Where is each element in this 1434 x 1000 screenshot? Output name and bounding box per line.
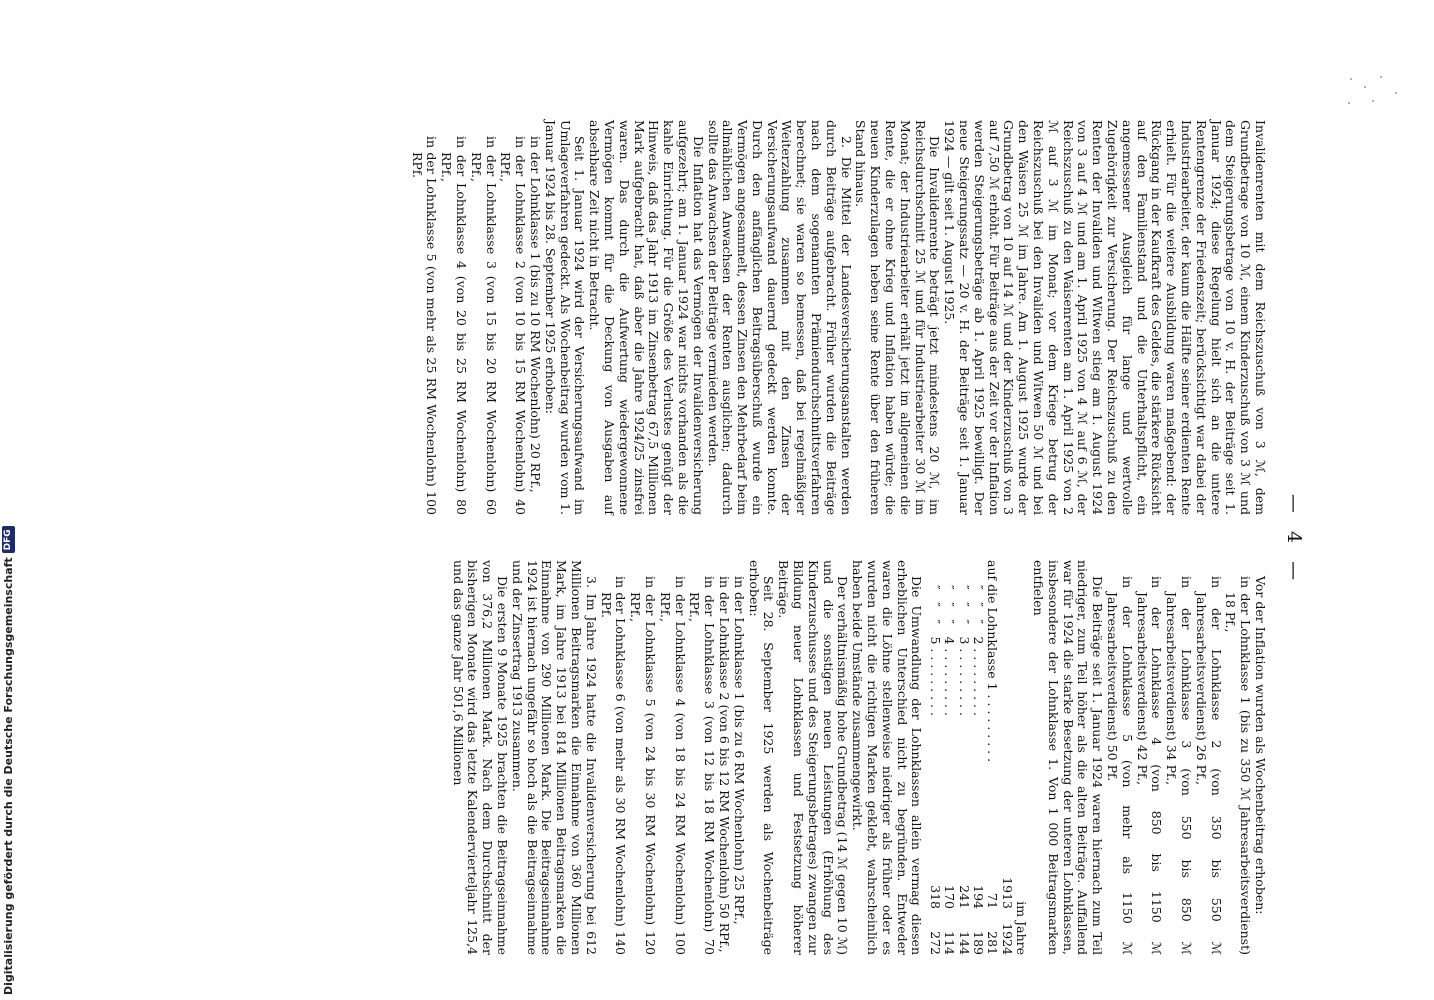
contribution-item: in der Lohnklasse 1 (bis zu 350 ℳ Jahresarbeitsverdienst) 18 Pf.,: [1223, 576, 1254, 955]
value-1924: 144: [956, 931, 972, 955]
contribution-item: in der Lohnklasse 2 (von 6 bis 12 RM Wochenlohn) 50 RPf.,: [717, 576, 733, 953]
contribution-item: in der Lohnklasse 3 (von 12 bis 18 RM Wochenlohn) 70 RPf.,: [687, 576, 718, 955]
page-number: — 4 —: [1283, 493, 1305, 587]
contribution-item: in der Lohnklasse 5 (von 24 bis 30 RM Wochenlohn) 120 RPf.,: [628, 576, 659, 955]
value-1924: 272: [927, 931, 943, 955]
row-label: ″ ″ ″ 5 . . . . . . . . .: [927, 560, 943, 716]
scan-noise: [1340, 72, 1410, 112]
contribution-item: in der Lohnklasse 4 (von 850 bis 1150 ℳ Jahresarbeitsverdienst) 42 Pf.,: [1134, 576, 1165, 955]
paragraph: Die Beiträge seit 1. Januar 1924 waren hiernach zum Teil niedriger, zum Teil höher als die alten Beiträge. Auffallend war für 1924 die starke Besetzung der unteren Lohnklassen, insbesondere der Lohnklasse 1. Von 1 000 Beitragsmarken entfielen: [1031, 560, 1106, 955]
row-label: ″ ″ ″ 2 . . . . . . . . .: [971, 560, 987, 716]
paragraph: Seit 28. September 1925 werden als Wochenbeiträge erhoben:: [746, 560, 777, 955]
left-column: [409, 120, 1267, 515]
table-header-row: [1014, 560, 1028, 955]
contribution-item: in der Lohnklasse 4 (von 20 bis 25 RM Wochenlohn) 80 RPf.,: [439, 136, 469, 515]
table-years-row: [999, 560, 1013, 955]
contribution-item: in der Lohnklasse 1 (bis zu 6 RM Wochenlohn) 25 RPf.,: [731, 576, 747, 925]
right-column: [450, 560, 1267, 955]
dfg-logo-icon: DFG: [2, 526, 15, 553]
year-1913: 1913: [999, 877, 1015, 909]
contribution-item: in der Lohnklasse 4 (von 18 bis 24 RM Wochenlohn) 100 RPf.,: [657, 576, 688, 955]
contribution-item: in der Lohnklasse 3 (von 15 bis 20 RM Wochenlohn) 60 RPf.,: [468, 136, 499, 515]
value-1913: 241: [956, 885, 972, 909]
value-1924: 114: [942, 931, 958, 955]
table-row: [985, 560, 999, 955]
year-1924: 1924: [999, 923, 1015, 955]
table-row: [971, 560, 985, 955]
rotated-document-page: [165, 120, 1305, 960]
table-row: [942, 560, 956, 955]
value-1924: 189: [971, 931, 987, 955]
value-1913: 318: [927, 885, 943, 909]
contribution-item: in der Lohnklasse 5 (von mehr als 1150 ℳ Jahresarbeitsverdienst) 50 Pf.: [1105, 576, 1135, 955]
paragraph: 2. Die Mittel der Landesversicherungsanstalten werden durch Beiträge aufgebracht. Früher wurden die Beiträge nach dem sogenannten Prämiendurchschnittsverfahren berechnet; sie waren so bemessen, daß bei regelmäßiger Weiterzahlung zusammen mit den Zinsen der Versicherungsaufwand dauernd gedeckt werden konnte. Durch den anfänglichen Beitragsüberschuß wurde ein Vermögen angesammelt, dessen Zinsen den Mehrbedarf beim allmählichen Anwachsen der Renten ausglichen; dadurch sollte das Anwachsen der Beiträge vermieden werden.: [705, 120, 854, 515]
contribution-item: in der Lohnklasse 2 (von 10 bis 15 RM Wochenlohn) 40 RPf.,: [498, 136, 529, 515]
paragraph: Die ersten 9 Monate 1925 brachten die Beitragseinnahme von 376,2 Millionen Mark. Nach dem Durchschnitt der bisherigen Monate wird das letzte Kalendervierteljahr 125,4 und das ganze Jahr 501,6 Millionen: [450, 560, 511, 955]
footer-text: Digitalisierung gefördert durch die Deutsche Forschungsgemeinschaft: [2, 557, 15, 995]
stamp-distribution-table: [927, 560, 1028, 955]
row-label: ″ ″ ″ 4 . . . . . . . . .: [942, 560, 958, 716]
table-row: [956, 560, 970, 955]
contribution-item: in der Lohnklasse 6 (von mehr als 30 RM Wochenlohn) 140 RPf.: [598, 576, 629, 955]
paragraph: Der verhältnismäßig hohe Grundbetrag (14 ℳ gegen 10 ℳ) und die sonstigen neuen Leistungen (Erhöhung des Kinderzuschusses und des Steigerungsbetrages) zwangen zur Bildung neuer Lohnklassen und Festsetzung höherer Beiträge.: [776, 560, 851, 955]
contribution-item: in der Lohnklasse 3 (von 550 bis 850 ℳ Jahresarbeitsverdienst) 34 Pf.,: [1164, 576, 1195, 955]
table-header-label: im Jahre: [1014, 901, 1030, 955]
digitization-footer: [2, 526, 15, 995]
row-label: ″ ″ ″ 3 . . . . . . . . .: [956, 560, 972, 716]
value-1913: 170: [942, 885, 958, 909]
contribution-item: in der Lohnklasse 5 (von mehr als 25 RM Wochenlohn) 100 RPf.: [409, 136, 440, 515]
paragraph: Die Inflation hat das Vermögen der Invalidenversicherung aufgezehrt; am 1. Januar 1924 war nichts vorhanden als die kahle Einrichtung. Für die Größe des Verlustes genügt der Hinweis, daß das Jahr 1913 im Zinsenbetrag 67,5 Millionen Mark aufgebracht hat, daß aber die Jahre 1924/25 zinsfrei waren. Das durch die Aufwertung wiedergewonnene Vermögen kommt für die Deckung von Ausgaben auf absehbare Zeit nicht in Betracht.: [587, 120, 706, 515]
row-label: auf die Lohnklasse 1 . . . . . . . . .: [985, 560, 1001, 763]
value-1913: 71: [985, 893, 1001, 909]
paragraph: Die Umwandlung der Lohnklassen allein vermag diesen erheblichen Unterschied nicht zu begründen. Entweder waren die Löhne stellenweise niedriger als früher oder es wurden nicht die richtigen Marken geklebt, wahrscheinlich haben beide Umstände zusammengewirkt.: [850, 560, 925, 955]
paragraph: Seit 1. Januar 1924 wird der Versicherungsaufwand im Umlageverfahren gedeckt. Als Wochenbeitrag wurden vom 1. Januar 1924 bis 28. September 1925 erhoben:: [542, 120, 588, 515]
paragraph: Invalidenrenten mit dem Reichszuschuß von 3 ℳ, dem Grundbetrage von 10 ℳ, einem Kinderzuschuß von 3 ℳ und dem Steigerungsbetrage von 10 v. H. der Beiträge seit 1. Januar 1924; diese Regelung hielt sich an die untere Rentengrenze der Friedenszeit; berücksichtigt war dabei der Industriearbeiter, der kaum die Hälfte seiner erdienten Rente erhielt. Für die weitere Ausbildung waren maßgebend: der Rückgang in der Kaufkraft des Geldes, die stärkere Rücksicht auf den Familienstand und die Unterhaltspflicht, ein angemessener Ausgleich für lange und wertvolle Zugehörigkeit zur Versicherung. Der Reichszuschuß zu den Renten der Invaliden und Witwen stieg am 1. August 1924 von 3 auf 4 ℳ und am 1. April 1925 von 4 ℳ auf 6 ℳ, der Reichszuschuß zu den Waisenrenten am 1. April 1925 von 2 ℳ auf 3 ℳ im Monat; vor dem Kriege betrug der Reichszuschuß bei den Invaliden und Witwen 50 ℳ und bei den Waisen 25 ℳ im Jahre. Am 1. August 1925 wurde der Grundbetrag von 10 auf 14 ℳ und der Kinderzuschuß von 3 auf 7,50 ℳ erhöht. Für Beiträge aus der Zeit vor der Inflation werden Steigerungsbeträge ab 1. April 1925 bewilligt. Der neue Steigerungssatz — 20 v. H. der Beiträge seit 1. Januar 1924 — gilt seit 1. August 1925.: [942, 120, 1268, 515]
value-1913: 194: [971, 885, 987, 909]
contribution-item: in der Lohnklasse 2 (von 350 bis 550 ℳ Jahresarbeitsverdienst) 26 Pf.,: [1193, 576, 1224, 955]
contribution-item: in der Lohnklasse 1 (bis zu 10 RM Wochenlohn) 20 RPf.,: [527, 136, 543, 493]
paragraph: Vor der Inflation wurden als Wochenbeitrag erhoben:: [1253, 576, 1268, 915]
value-1924: 281: [985, 931, 1001, 955]
table-row: [927, 560, 941, 955]
paragraph: 3. Im Jahre 1924 hatte die Invalidenversicherung bei 612 Millionen Beitragsmarken die Einnahme von 360 Millionen Mark, im Jahre 1913 bei 814 Millionen Beitragsmarken die Einnahme von 290 Millionen Mark. Die Beitragseinnahme 1924 ist hiernach ungefähr so hoch als die Beitragseinnahme und der Zinsertrag 1913 zusammen.: [509, 560, 599, 955]
paragraph: Die Invalidenrente beträgt jetzt mindestens 20 ℳ, im Reichsdurchschnitt 25 ℳ und für Industriearbeiter 30 ℳ im Monat; der Industriearbeiter erhält jetzt im allgemeinen die Rente, die er ohne Krieg und Inflation haben würde; die neuen Kinderzulagen heben seine Rente über den früheren Stand hinaus.: [853, 120, 943, 515]
